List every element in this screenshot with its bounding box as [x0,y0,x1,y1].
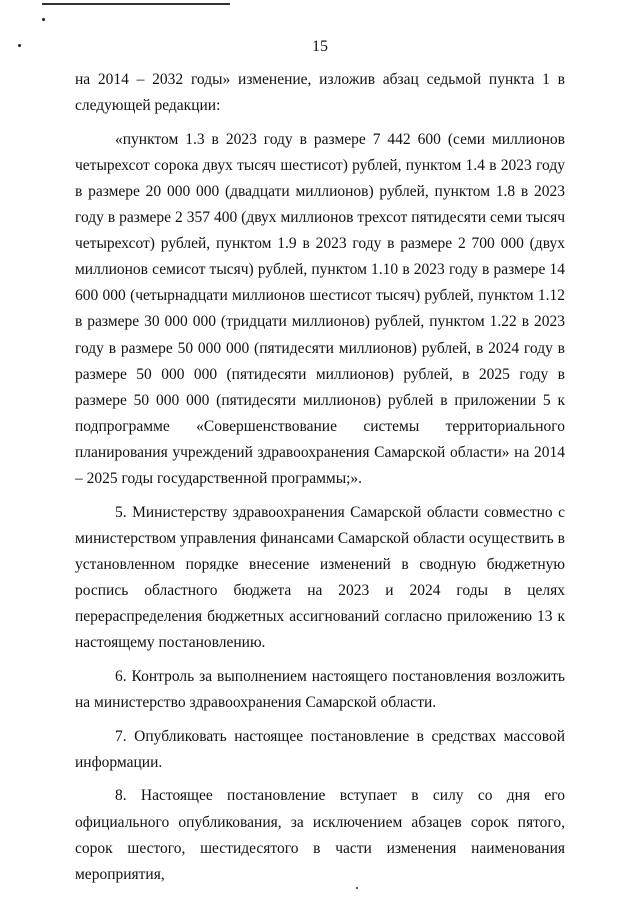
paragraph-item-5: 5. Министерству здравоохранения Самарской области совместно с министерством управления финансами Самарской области осуществить в установленном порядке внесение изменений в сводную бюджетную роспись областного бюджета на 2023 и 2024 годы в целях перераспределения бюджетных ассигнований согласно приложению 13 к настоящему постановлению. [75,503,565,652]
paragraph-item-8: 8. Настоящее постановление вступает в силу со дня его официального опубликования, за исключением абзацев сорок пятого, сорок шестого, шестидесятого в части изменения наименования мероприятия, [75,787,565,883]
paragraph-quoted-amendment: «пунктом 1.3 в 2023 году в размере 7 442 600 (семи миллионов четырехсот сорока двух тысяч шестисот) рублей, пунктом 1.4 в 2023 году в размере 20 000 000 (двадцати миллионов) рублей, пунктом 1.8 в 2023 году в размере 2 357 400 (двух миллионов трехсот пятидесяти семи тысяч четырехсот) рублей, пунктом 1.9 в 2023 году в размере 2 700 000 (двух миллионов семисот тысяч) рублей, пунктом 1.10 в 2023 году в размере 14 600 000 (четырнадцати миллионов шестисот тысяч) рублей, пунктом 1.12 в размере 30 000 000 (тридцати миллионов) рублей, пунктом 1.22 в 2023 году в размере 50 000 000 (пятидесяти миллионов) рублей, в 2024 году в размере 50 000 000 (пятидесяти миллионов) рублей, в 2025 году в размере 50 000 000 (пятидесяти миллионов) рублей в приложении 5 к подпрограмме «Совершенствование системы территориального планирования учреждений здравоохранения Самарской области» на 2014 – 2025 годы государственной программы;». [75,130,565,487]
top-border-line [42,3,230,5]
paragraph-item-7: 7. Опубликовать настоящее постановление в средствах массовой информации. [75,727,565,771]
scan-speck [42,18,45,21]
paragraph-item-6: 6. Контроль за выполнением настоящего постановления возложить на министерство здравоохранения Самарской области. [75,667,565,711]
paragraph-continuation: на 2014 – 2032 годы» изменение, изложив абзац седьмой пункта 1 в следующей редакции: [75,71,565,115]
document-body [75,67,565,888]
page-number: 15 [312,38,328,55]
